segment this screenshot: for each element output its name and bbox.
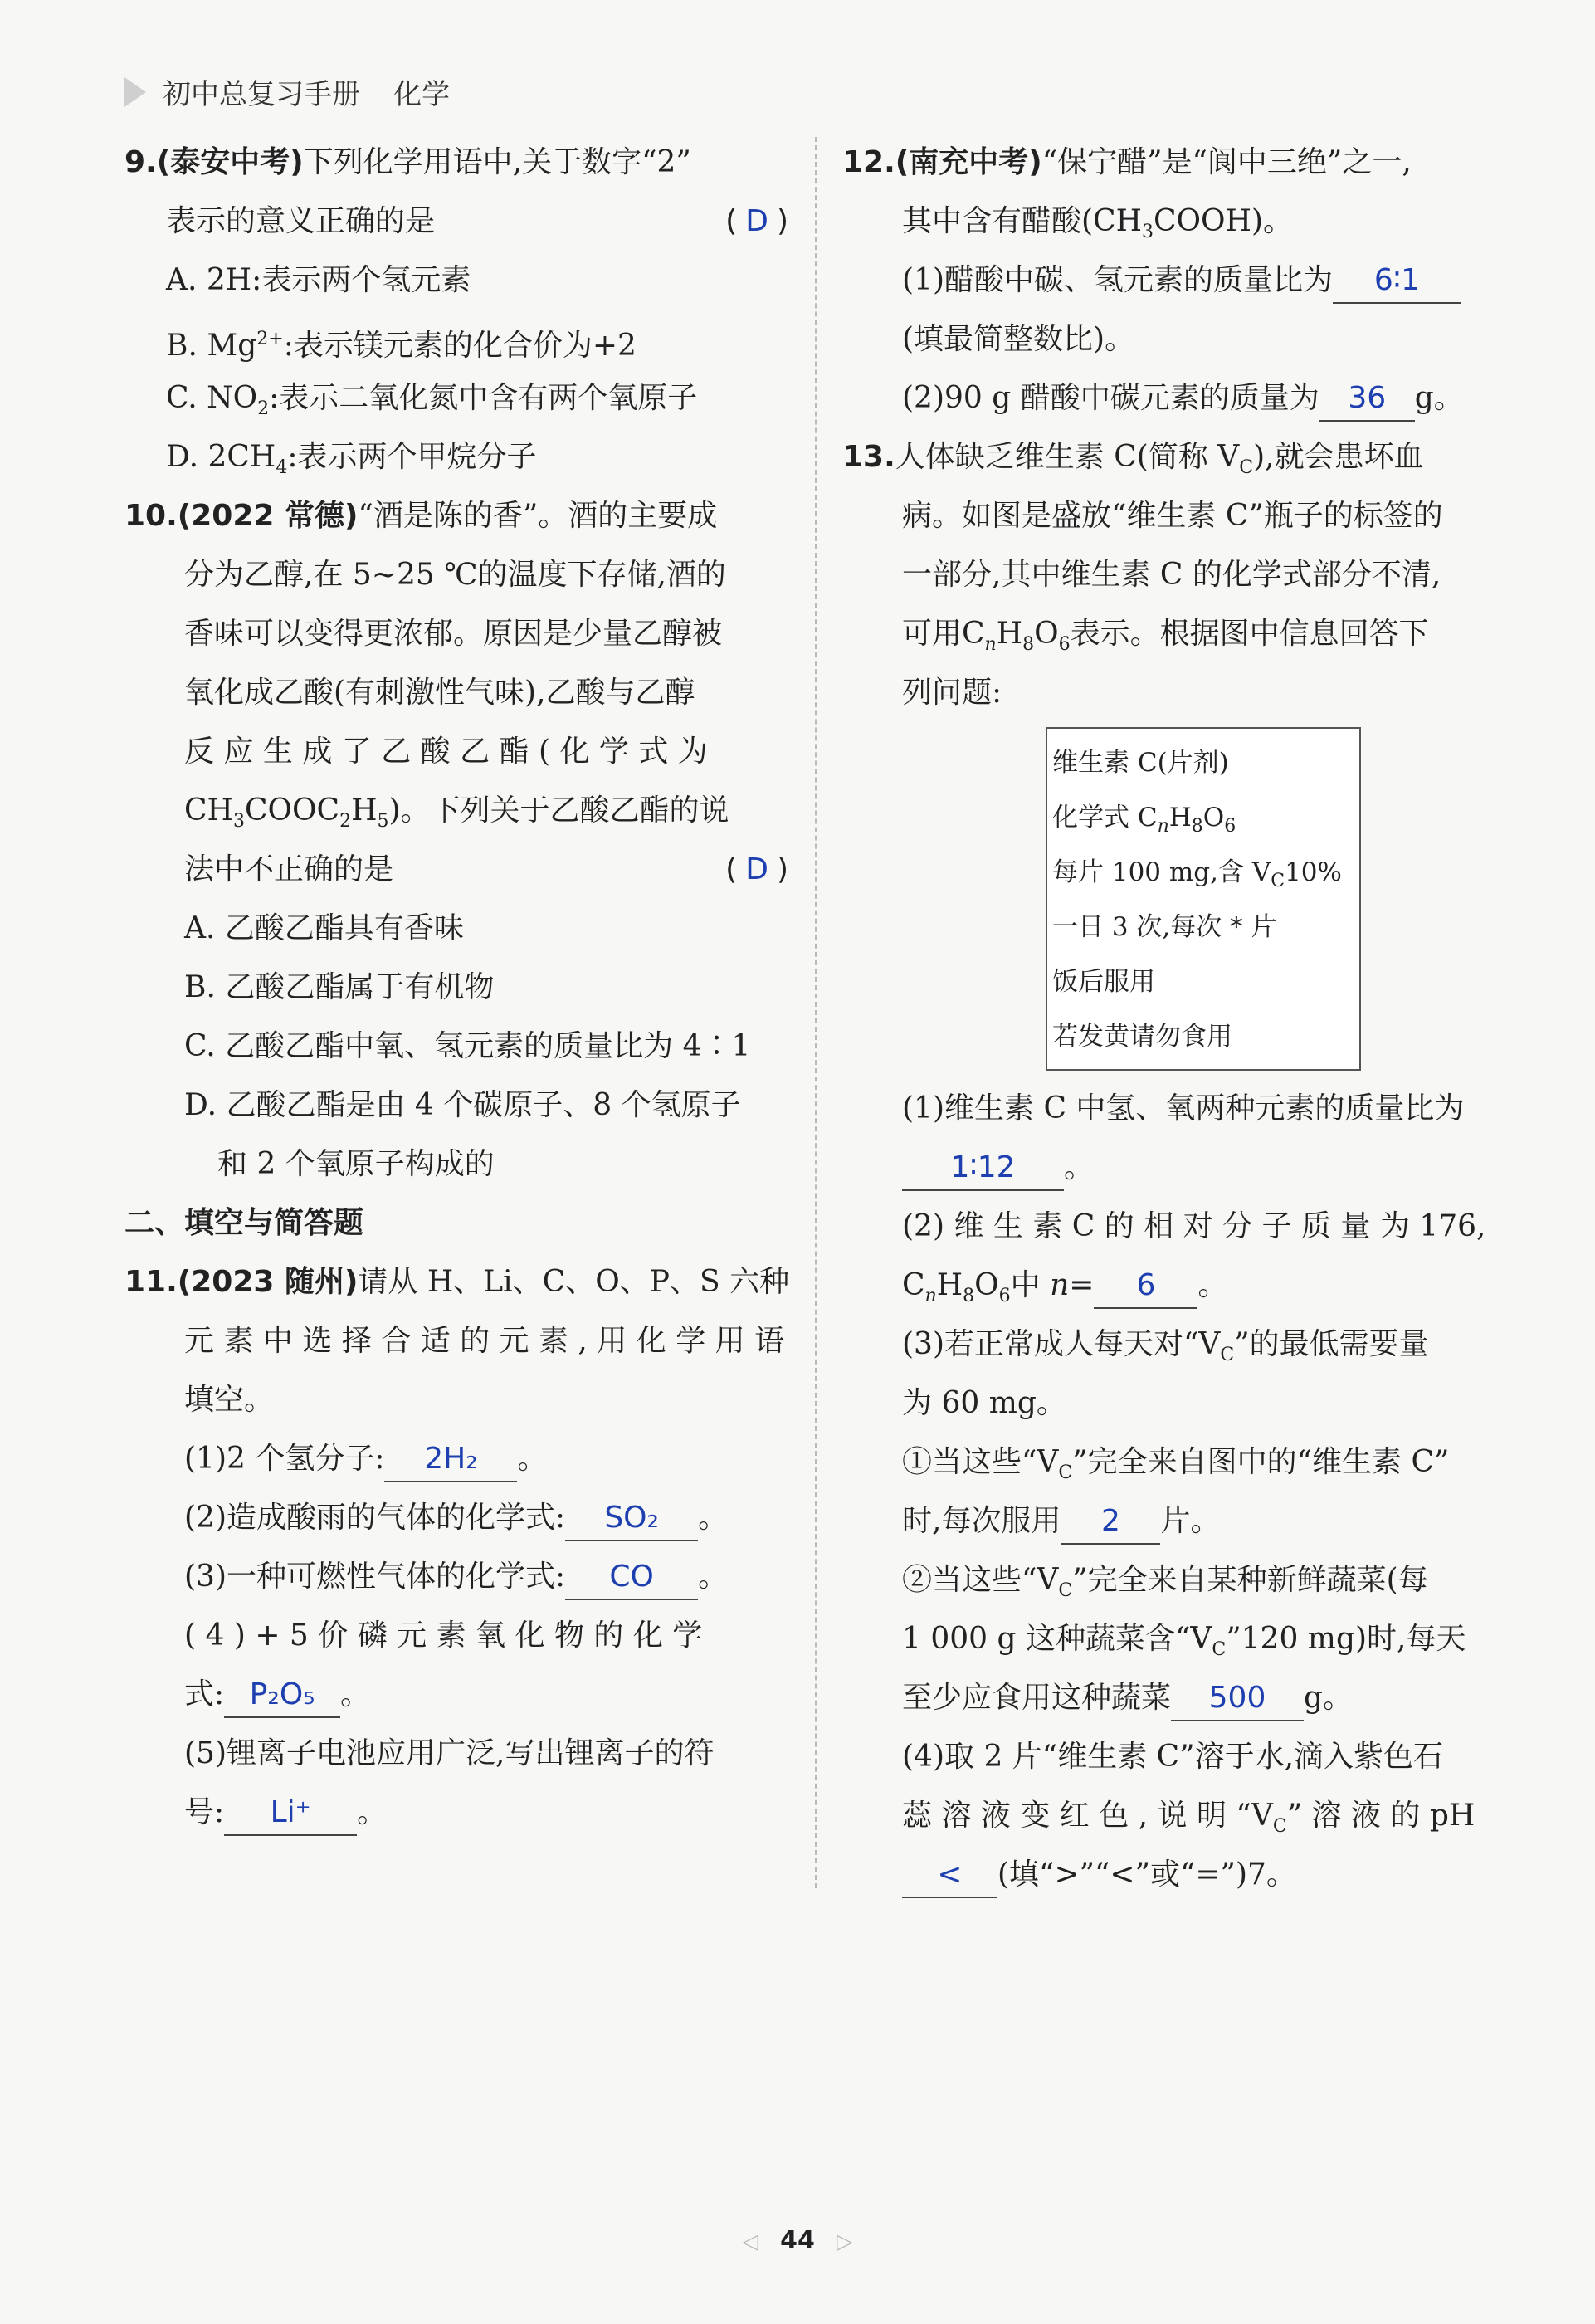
q11-part1: (1)2 个氢分子: 2H₂ 。 [124,1429,788,1488]
question-number: 11. [124,1265,178,1299]
answer-blank: < [902,1853,997,1898]
answer-blank: 500 [1171,1677,1304,1721]
q9-option-c: C. $NO_2$:表示二氧化氮中含有两个氧原子 [166,381,698,420]
q13-part4-end: < (填“>”“<”或“=”)7。 [842,1845,1506,1904]
section-heading: 二、填空与简答题 [124,1206,364,1240]
q11-part3: (3)一种可燃性气体的化学式: CO 。 [124,1547,788,1606]
q10-option-a: A. 乙酸乙酯具有香味 [184,911,464,945]
q12-line2: 其中含有醋酸$(CH_3COOH)$。 [902,204,1294,243]
header-triangle-icon [124,77,146,107]
q13-part3: (3)若正常成人每天对“$V_C$”的最低需要量 [902,1327,1429,1366]
question-number: 12. [842,145,895,179]
label-row: 若发黄请勿食用 [1052,1022,1232,1052]
q10-option-d: D. 乙酸乙酯是由 4 个碳原子、8 个氢原子 [184,1088,741,1122]
q13-part4: (4)取 2 片“维生素 C”溶于水,滴入紫色石 [902,1740,1444,1774]
page-footer [0,2226,1595,2255]
question-source: (泰安中考) [156,145,304,179]
question-source: (南充中考) [895,145,1042,179]
q13-line4: 可用$C_nH_8O_6$表示。根据图中信息回答下 [902,617,1429,656]
q10-line4: 氧化成乙酸(有刺激性气味),乙酸与乙醇 [184,676,695,710]
question-source: (2022 常德) [177,499,359,533]
label-row: 饭后服用 [1052,967,1155,997]
page-header [124,71,450,112]
q13-part3-2-end: 至少应食用这种蔬菜 500 g。 [842,1668,1506,1727]
answer-blank: Li⁺ [224,1791,357,1836]
q13-part4-cont: 蕊 溶 液 变 红 色 , 说 明 “$V_C$” 溶 液 的 pH [902,1799,1475,1838]
q13-part3-1: ①当这些“$V_C$”完全来自图中的“维生素 C” [902,1445,1450,1484]
q9-option-a: A. 2H:表示两个氢元素 [166,263,471,297]
q9-line1: 9.(泰安中考)下列化学用语中,关于数字“2” [124,145,691,179]
q10-line1: 10.(2022 常德)“酒是陈的香”。酒的主要成 [124,499,718,533]
choice-answer: ( D ) [725,204,788,238]
q12-part2: (2)90 g 醋酸中碳元素的质量为 36 g。 [842,369,1506,427]
q10-option-b: B. 乙酸乙酯属于有机物 [184,970,495,1004]
right-column [842,133,1506,1904]
left-column [124,133,788,1842]
q11-part5-cont: 号: Li⁺ 。 [124,1783,788,1842]
answer-blank: 1∶12 [902,1146,1064,1191]
q10-line3: 香味可以变得更浓郁。原因是少量乙醇被 [184,617,723,651]
q10-option-d-cont: 和 2 个氧原子构成的 [217,1147,495,1181]
vitamin-c-label [1046,727,1361,1071]
label-row: 维生素 C(片剂) [1052,748,1229,778]
q13-part3-1-cont: 时,每次服用 2 片。 [842,1492,1506,1550]
q13-line1: 13.人体缺乏维生素 C(简称 $V_C$),就会患坏血 [842,440,1424,479]
q13-part3-cont: 为 60 mg。 [902,1386,1066,1420]
column-divider [815,137,817,1888]
question-number: 13. [842,440,895,474]
q12-line1: 12.(南充中考)“保宁醋”是“阆中三绝”之一, [842,145,1412,179]
answer-blank: 2 [1061,1500,1160,1545]
question-number: 9. [124,145,157,179]
answer-blank: P₂O₅ [224,1673,340,1718]
question-source: (2023 随州) [177,1265,359,1299]
q9-line2: 表示的意义正确的是 ( D ) [124,192,788,251]
answer-blank: 36 [1319,377,1415,422]
q13-part1-cont: 1∶12 。 [842,1138,1506,1197]
answer-blank: SO₂ [565,1496,698,1541]
q13-part3-2-cont: 1 000 g 这种蔬菜含“$V_C”120$ mg)时,每天 [902,1622,1466,1661]
q13-part2-cont: $C_nH_8O_6$中 n= 6 。 [842,1256,1506,1315]
q10-line7: 法中不正确的是 ( D ) [124,840,788,899]
q10-line2: 分为乙醇,在 5~25 ℃的温度下存储,酒的 [184,558,726,592]
q12-part1: (1)醋酸中碳、氢元素的质量比为 6∶1 [842,251,1506,310]
question-number: 10. [124,499,178,533]
answer-blank: CO [565,1555,698,1600]
q11-part5: (5)锂离子电池应用广泛,写出锂离子的符 [184,1736,715,1770]
subject-title: 化学 [393,78,450,111]
q13-line2: 病。如图是盛放“维生素 C”瓶子的标签的 [902,499,1443,533]
q10-line6: $CH_3COOC_2H_5$)。下列关于乙酸乙酯的说 [184,793,729,832]
prev-arrow-icon: ◁ [742,2229,759,2254]
q12-part1-cont: (填最简整数比)。 [902,322,1135,356]
q9-option-d: D. $2CH_4$:表示两个甲烷分子 [166,440,537,479]
q10-line5: 反 应 生 成 了 乙 酸 乙 酯 ( 化 学 式 为 [184,735,708,769]
q13-part1: (1)维生素 C 中氢、氧两种元素的质量比为 [902,1091,1465,1125]
book-title: 初中总复习手册 [163,78,360,111]
q13-part2: (2) 维 生 素 C 的 相 对 分 子 质 量 为 176, [902,1209,1486,1243]
page-number: 44 [780,2226,815,2255]
q10-option-c: C. 乙酸乙酯中氧、氢元素的质量比为 4∶1 [184,1029,751,1063]
label-row: 一日 3 次,每次 * 片 [1052,912,1277,942]
q13-part3-2: ②当这些“$V_C$”完全来自某种新鲜蔬菜(每 [902,1563,1428,1602]
q11-part2: (2)造成酸雨的气体的化学式: SO₂ 。 [124,1488,788,1547]
q11-line1: 11.(2023 随州)请从 H、Li、C、O、P、S 六种 [124,1265,790,1299]
q11-line3: 填空。 [184,1383,275,1417]
q13-line5: 列问题: [902,676,1002,710]
next-arrow-icon: ▷ [836,2229,853,2254]
q11-line2: 元 素 中 选 择 合 适 的 元 素 , 用 化 学 用 语 [184,1324,785,1358]
q9-option-b: B. $Mg^{2+}$:表示镁元素的化合价为+2 [166,329,637,363]
q13-line3: 一部分,其中维生素 C 的化学式部分不清, [902,558,1441,592]
q11-part4: ( 4 ) + 5 价 磷 元 素 氧 化 物 的 化 学 [184,1618,703,1653]
answer-blank: 6∶1 [1333,259,1461,304]
answer-blank: 2H₂ [384,1438,517,1482]
q11-part4-cont: 式: P₂O₅ 。 [124,1665,788,1724]
label-row: 化学式 $C_nH_8O_6$ [1052,803,1236,837]
answer-blank: 6 [1094,1264,1197,1309]
choice-answer: ( D ) [725,852,788,886]
label-row: 每片 100 mg,含 $V_C10\%$ [1052,857,1342,892]
